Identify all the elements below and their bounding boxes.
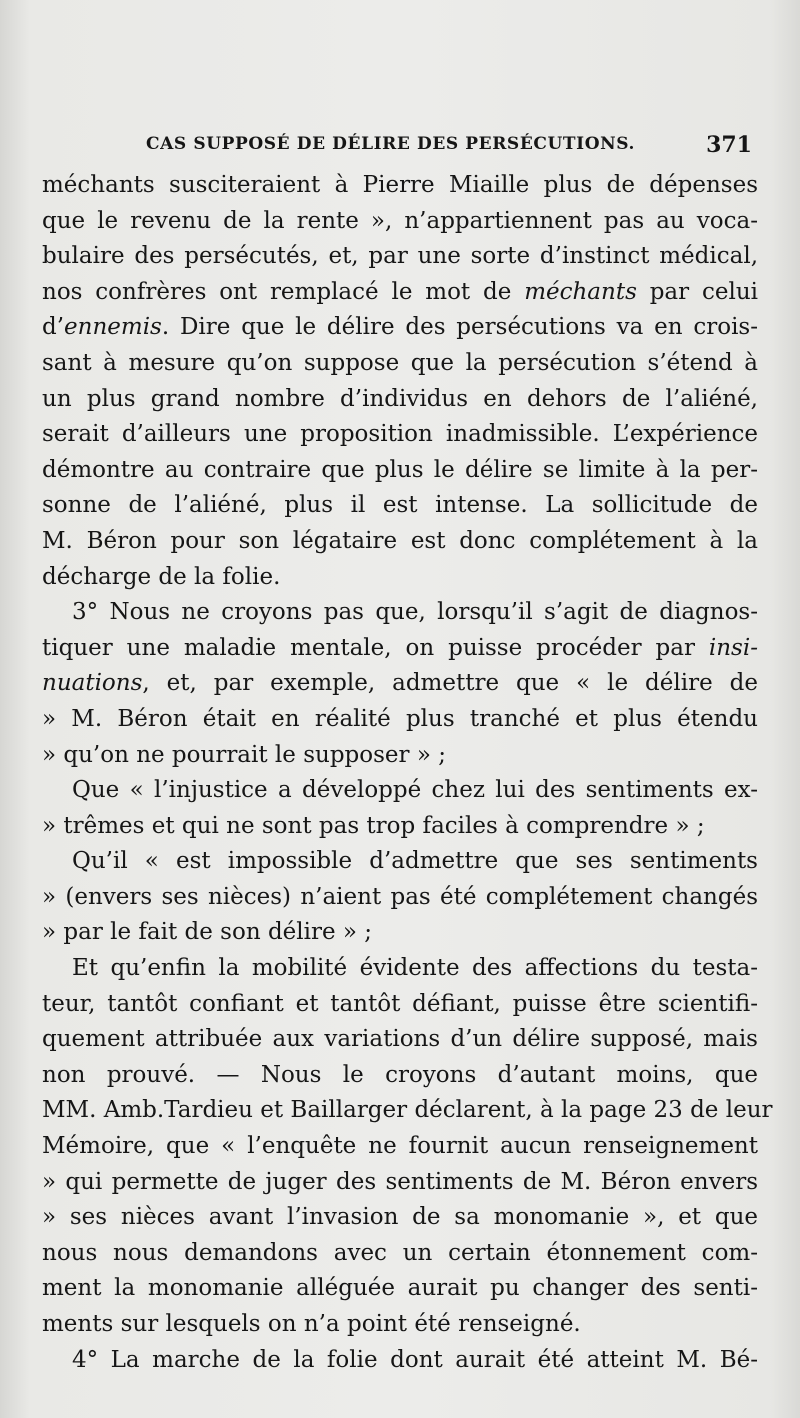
text-line-content: teur, tantôt confiant et tantôt défiant, puisse être scientifi- <box>42 990 758 1017</box>
text-line <box>42 1307 758 1343</box>
text-line-content: » qu’on ne pourrait le supposer » ; <box>42 741 446 768</box>
text-line <box>42 488 758 524</box>
text-line-content: 3° Nous ne croyons pas que, lorsqu’il s’agit de diagnos- <box>72 599 758 626</box>
text-line-post: par celui <box>636 278 758 305</box>
text-line <box>42 453 758 489</box>
text-line-content: sant à mesure qu’on suppose que la persécution s’étend à <box>42 349 758 376</box>
text-line-content: ments sur lesquels on n’a point été renseigné. <box>42 1311 581 1337</box>
text-line-content: décharge de la folie. <box>42 563 281 590</box>
text-line <box>42 631 758 667</box>
text-line-content: serait d’ailleurs une proposition inadmissible. L’expérience <box>42 421 758 448</box>
page-number: 371 <box>706 132 752 158</box>
text-line-content: 4° La marche de la folie dont aurait été atteint M. Bé- <box>72 1346 758 1373</box>
text-line-post: , et, par exemple, admettre que « le délire de <box>142 670 758 697</box>
text-line <box>42 915 758 951</box>
text-line <box>42 1093 773 1129</box>
text-line <box>42 738 758 774</box>
text-line <box>42 1058 758 1094</box>
text-line-content: » qui permette de juger des sentiments de M. Béron envers <box>42 1168 758 1195</box>
italic-word: ennemis <box>64 314 162 341</box>
text-line <box>42 773 758 809</box>
text-line <box>42 1271 758 1307</box>
text-line <box>42 310 758 346</box>
text-line <box>42 346 758 382</box>
text-line-pre: tiquer une maladie mentale, on puisse procéder par <box>42 634 709 661</box>
text-line <box>42 382 758 418</box>
text-line-content: nous nous demandons avec un certain étonnement com- <box>42 1239 758 1266</box>
text-line <box>42 417 758 453</box>
text-line-content: sonne de l’aliéné, plus il est intense. La sollicitude de <box>42 492 758 519</box>
italic-word: méchants <box>524 278 637 305</box>
text-line <box>42 239 758 275</box>
text-line <box>42 951 758 987</box>
text-line-content: méchants susciteraient à Pierre Miaille plus de dépenses <box>42 172 758 198</box>
text-line <box>42 275 758 311</box>
text-line-content: Que « l’injustice a développé chez lui des sentiments ex- <box>72 777 758 804</box>
text-line-content: » par le fait de son délire » ; <box>42 919 373 946</box>
text-line-content: Et qu’enfin la mobilité évidente des affections du testa- <box>72 955 758 982</box>
text-line-content: que le revenu de la rente », n’appartiennent pas au voca- <box>42 207 758 234</box>
text-line-content: » ses nièces avant l’invasion de sa monomanie », et que <box>42 1204 758 1231</box>
text-line-post: . Dire que le délire des persécutions va en crois- <box>161 314 758 341</box>
text-line <box>42 168 758 204</box>
text-line <box>42 1165 758 1201</box>
text-line-content: » (envers ses nièces) n’aient pas été complétement changés <box>42 883 758 910</box>
text-line-content: bulaire des persécutés, et, par une sorte d’instinct médical, <box>42 243 758 270</box>
text-line <box>42 204 758 240</box>
italic-word: insi- <box>708 634 758 661</box>
text-line-content: non prouvé. — Nous le croyons d’autant moins, que <box>42 1061 758 1088</box>
text-line-content: quement attribuée aux variations d’un délire supposé, mais <box>42 1026 758 1053</box>
body-text <box>42 168 773 1378</box>
text-line <box>42 524 758 560</box>
text-line-pre: nos confrères ont remplacé le mot de <box>42 278 525 305</box>
text-line <box>42 1236 758 1272</box>
text-line <box>42 595 758 631</box>
text-line <box>42 987 758 1023</box>
text-line-content: M. Béron pour son légataire est donc complétement à la <box>42 527 758 554</box>
text-line <box>42 1129 758 1165</box>
text-line <box>42 880 758 916</box>
text-line <box>42 702 758 738</box>
text-line-content: démontre au contraire que plus le délire se limite à la per- <box>42 456 758 483</box>
text-line <box>42 1022 758 1058</box>
page-header <box>146 134 760 164</box>
text-line-content: ment la monomanie alléguée aurait pu changer des senti- <box>42 1275 758 1302</box>
text-line <box>42 1200 758 1236</box>
text-line-content: » trêmes et qui ne sont pas trop faciles à comprendre » ; <box>42 812 705 839</box>
text-line <box>42 1343 758 1379</box>
italic-word: nuations <box>42 670 143 697</box>
text-line-content: » M. Béron était en réalité plus tranché et plus étendu <box>42 705 758 732</box>
running-title: CAS SUPPOSÉ DE DÉLIRE DES PERSÉCUTIONS. <box>146 134 636 154</box>
text-line-pre: d’ <box>42 314 65 341</box>
text-line <box>42 666 758 702</box>
text-line <box>42 560 758 596</box>
text-line-content: MM. Amb.Tardieu et Baillarger déclarent, à la page 23 de leur <box>42 1097 773 1124</box>
text-line <box>42 844 758 880</box>
text-line-content: Qu’il « est impossible d’admettre que ses sentiments <box>72 848 758 875</box>
text-line <box>42 809 758 845</box>
text-line-content: un plus grand nombre d’individus en dehors de l’aliéné, <box>42 385 758 412</box>
text-line-content: Mémoire, que « l’enquête ne fournit aucun renseignement <box>42 1133 758 1160</box>
